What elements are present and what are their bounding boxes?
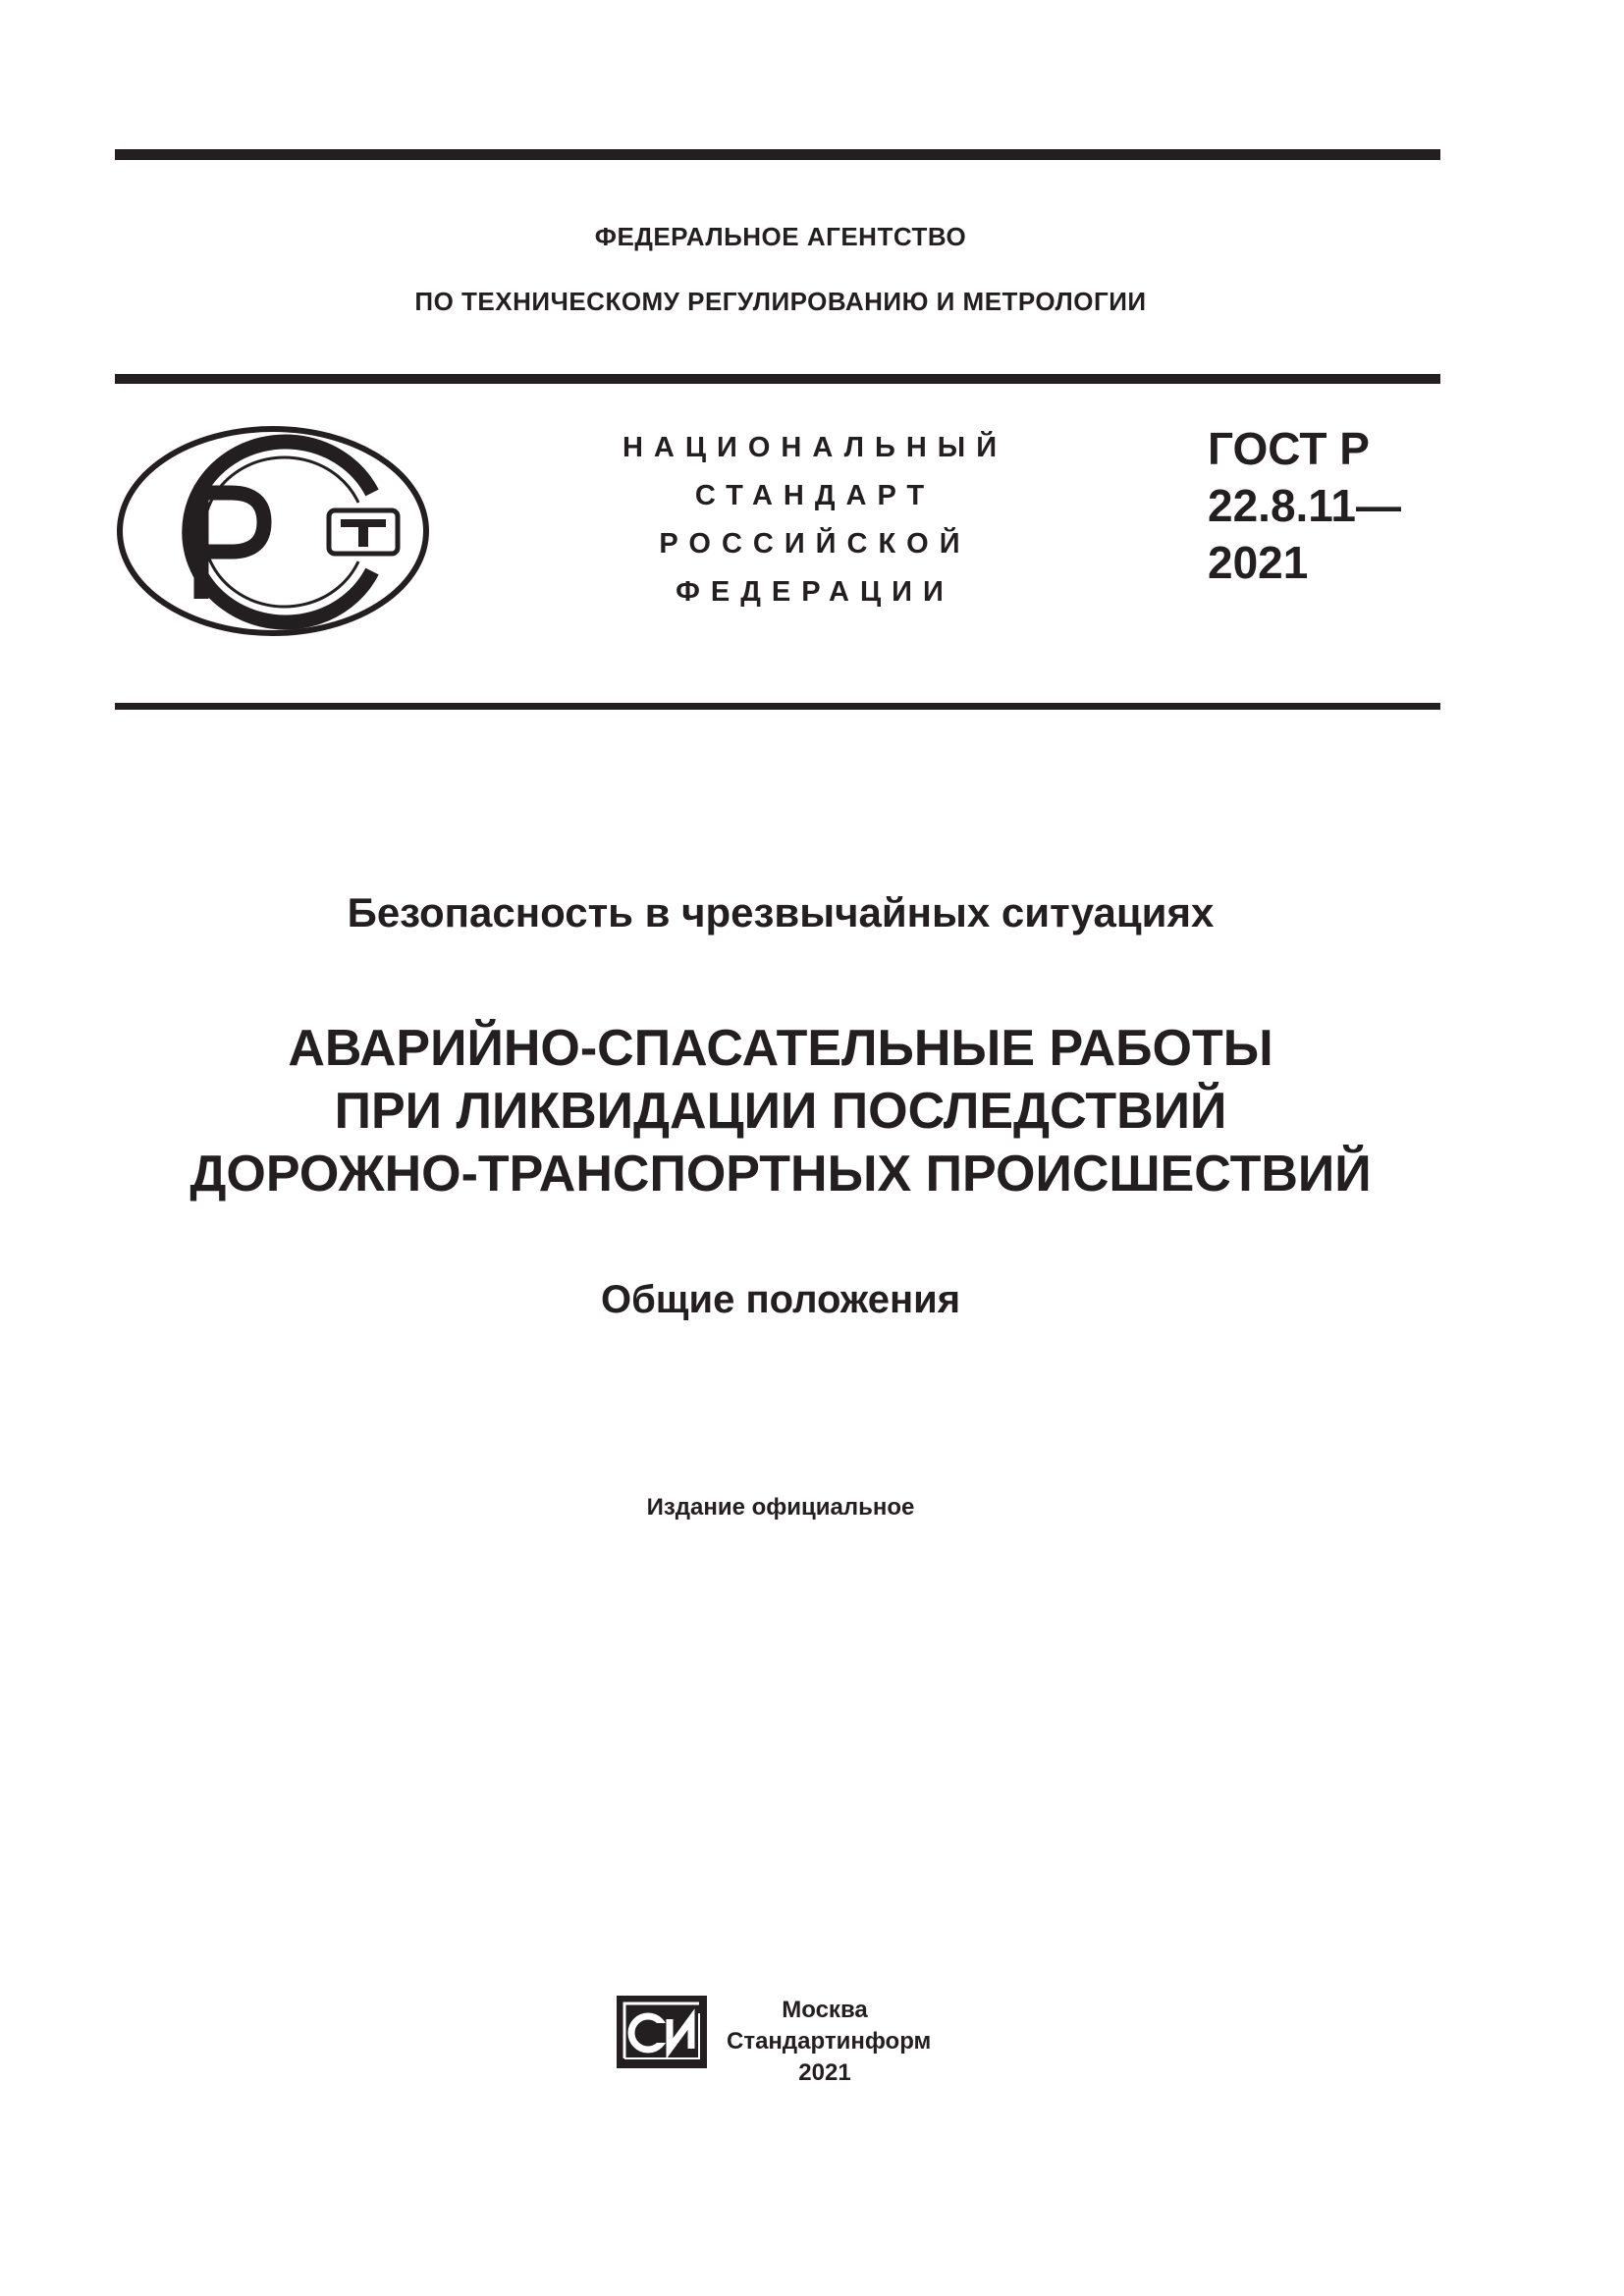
gost-code bbox=[1208, 420, 1401, 591]
gost-code-line-2: 22.8.11— bbox=[1208, 480, 1401, 531]
gost-code-line-3: 2021 bbox=[1208, 537, 1309, 588]
edition-note: Издание официальное bbox=[646, 1494, 915, 1521]
national-line-4: ФЕДЕРАЦИИ bbox=[676, 576, 954, 608]
rst-logo-icon bbox=[115, 424, 431, 638]
publisher-block bbox=[727, 1995, 932, 2089]
national-line-3: РОССИЙСКОЙ bbox=[659, 528, 971, 560]
series-title: Безопасность в чрезвычайных ситуациях bbox=[347, 889, 1215, 935]
publisher-year: 2021 bbox=[798, 2059, 851, 2086]
standard-divider bbox=[115, 703, 1440, 710]
publisher-city: Москва bbox=[782, 1997, 868, 2023]
standartinform-logo-icon bbox=[615, 1994, 709, 2070]
main-title bbox=[0, 1017, 1561, 1205]
main-title-line-1: АВАРИЙНО-СПАСАТЕЛЬНЫЕ РАБОТЫ bbox=[288, 1020, 1273, 1077]
main-title-line-3: ДОРОЖНО-ТРАНСПОРТНЫХ ПРОИСШЕСТВИЙ bbox=[189, 1146, 1372, 1202]
publisher-name: Стандартинформ bbox=[727, 2028, 932, 2055]
agency-line-2: ПО ТЕХНИЧЕСКОМУ РЕГУЛИРОВАНИЮ И МЕТРОЛОГИИ bbox=[414, 287, 1147, 316]
subtitle: Общие положения bbox=[600, 1278, 961, 1321]
header-divider bbox=[115, 374, 1440, 384]
national-line-2: СТАНДАРТ bbox=[694, 480, 936, 511]
national-line-1: НАЦИОНАЛЬНЫЙ bbox=[622, 432, 1008, 463]
top-rule bbox=[115, 149, 1440, 160]
main-title-line-2: ПРИ ЛИКВИДАЦИИ ПОСЛЕДСТВИЙ bbox=[334, 1083, 1227, 1140]
gost-code-line-1: ГОСТ Р bbox=[1208, 423, 1370, 474]
agency-line-1: ФЕДЕРАЛЬНОЕ АГЕНТСТВО bbox=[594, 222, 967, 251]
national-standard-label bbox=[589, 424, 1041, 616]
